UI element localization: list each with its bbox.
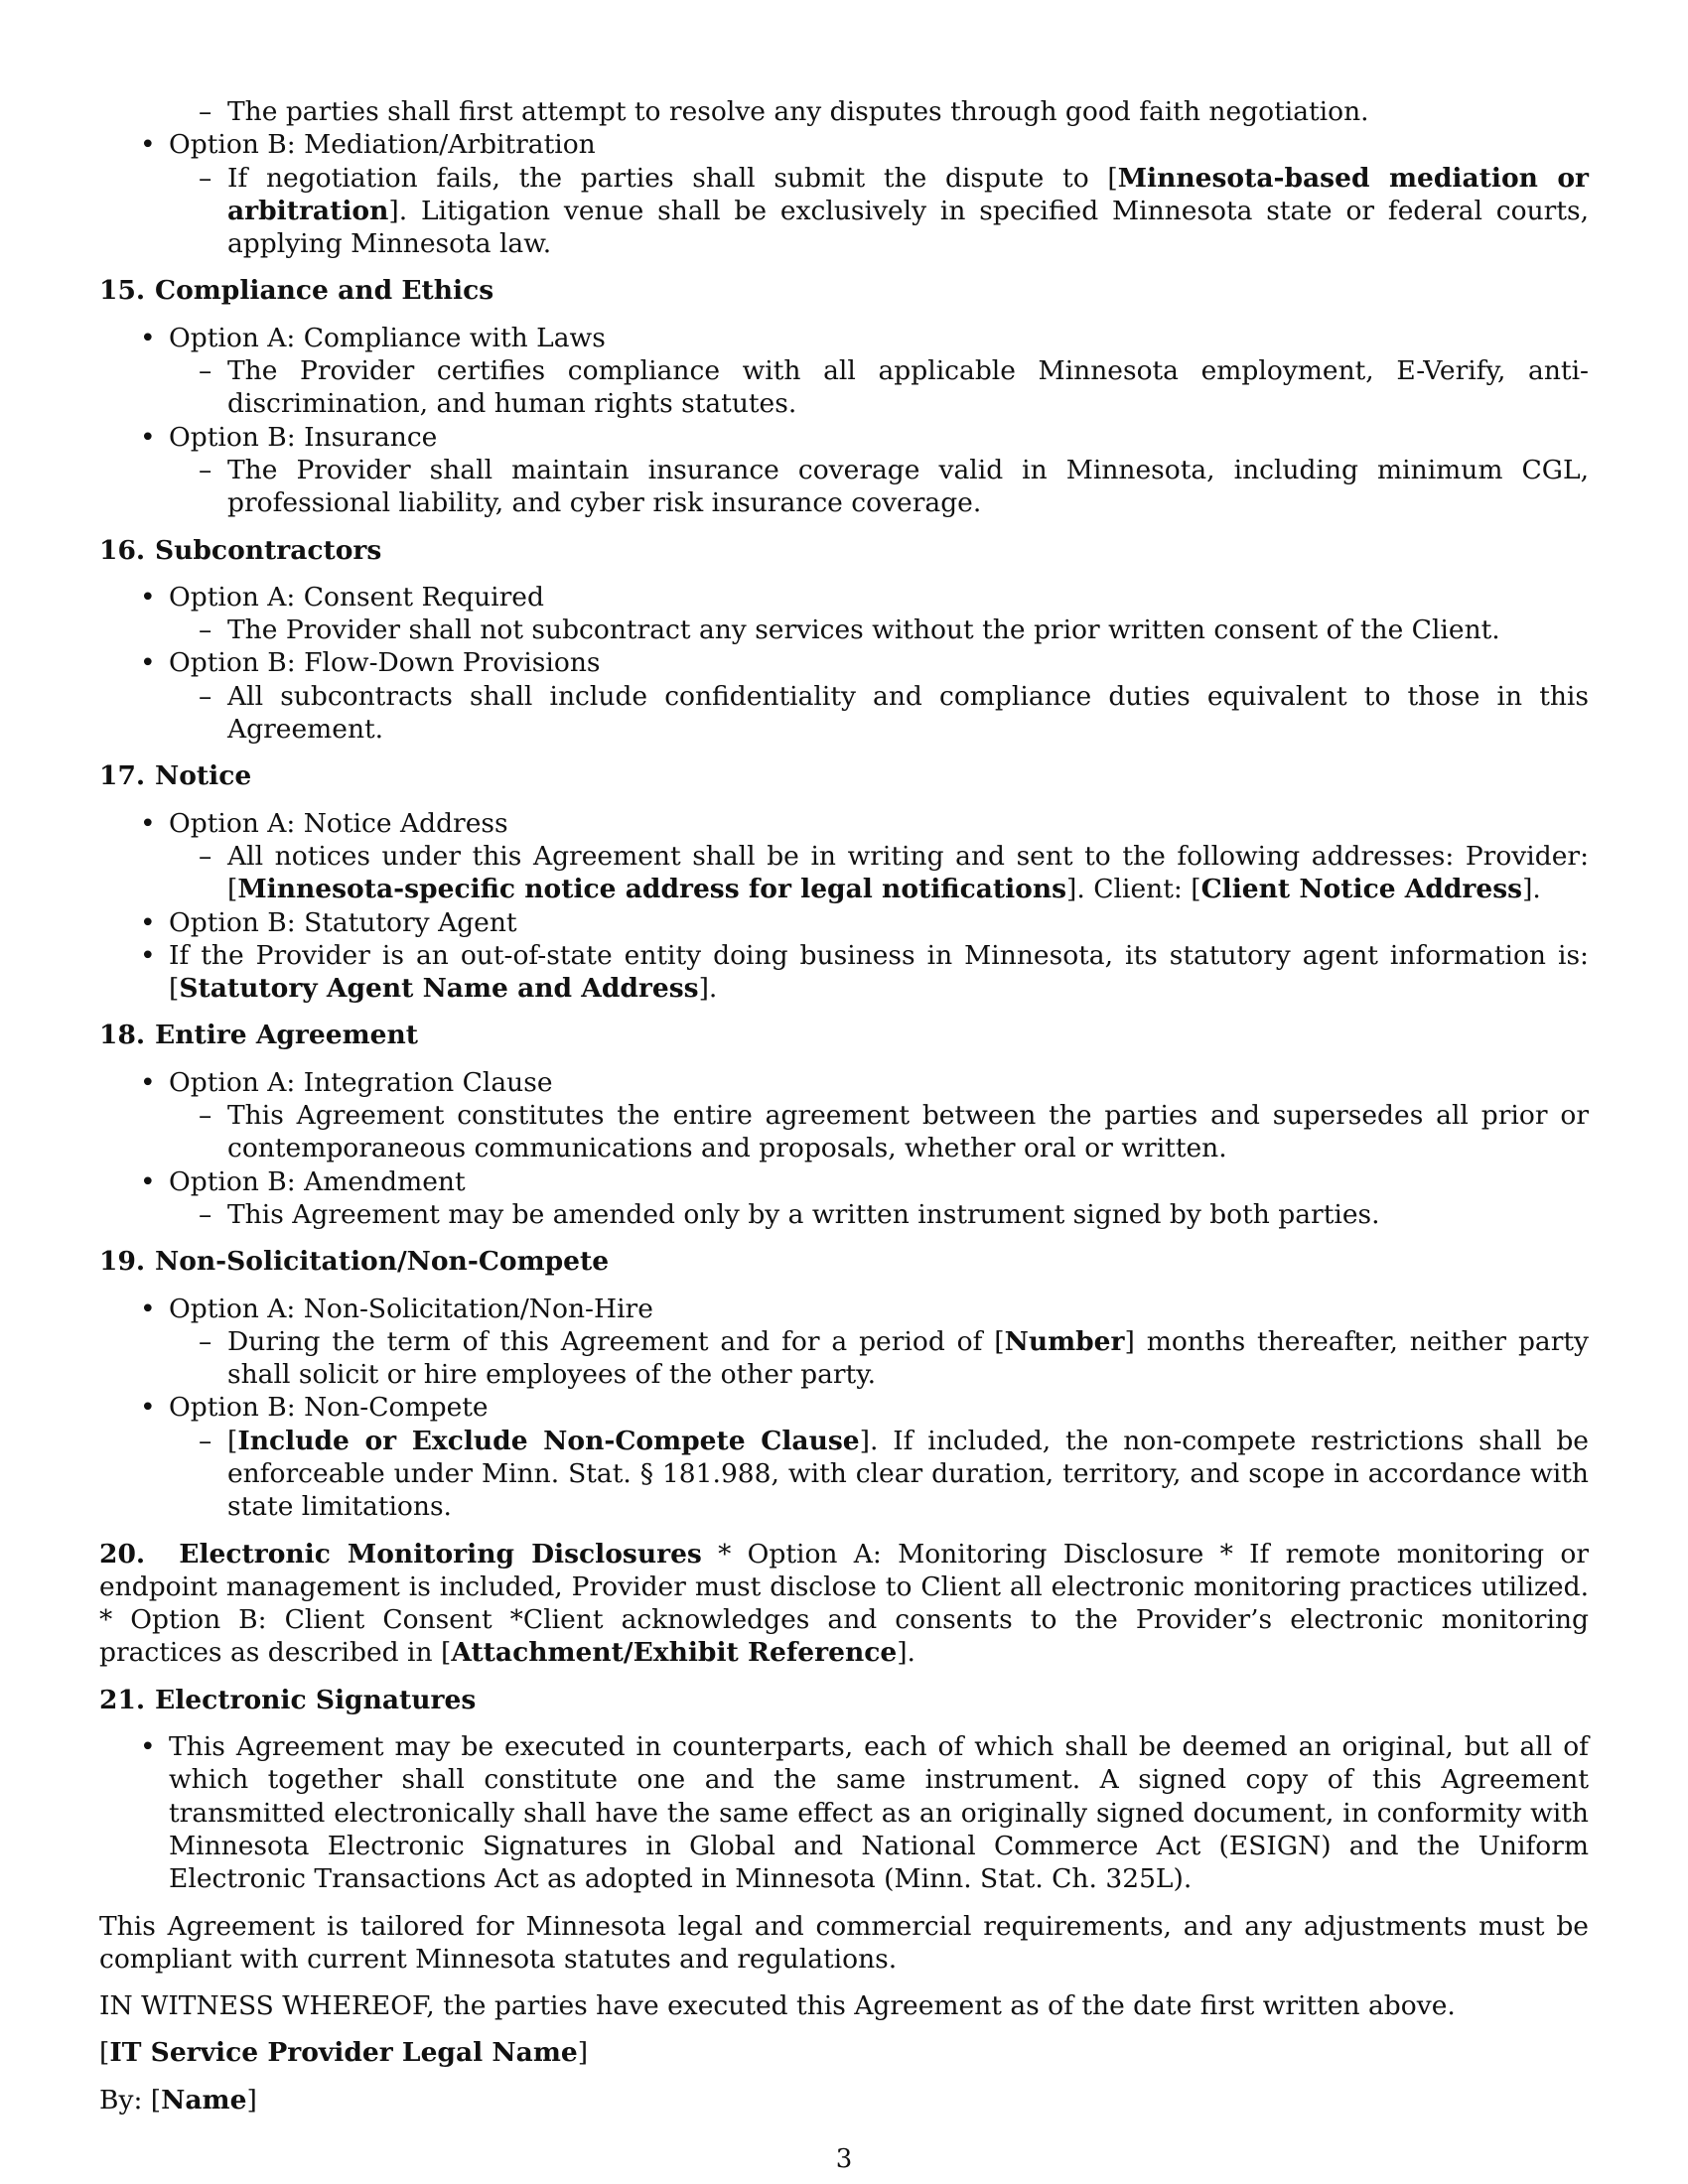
section-heading-17: 17. Notice: [99, 760, 252, 792]
s15-option-a-text: – The Provider certifies compliance with all applicable Minnesota employment, E-Verify, anti-discrimination, and human rights statutes.: [199, 355, 1589, 420]
s15-option-b-text: – The Provider shall maintain insurance coverage valid in Minnesota, including minimum CGL, professional liability, and cyber risk insurance coverage.: [199, 454, 1589, 519]
section-20-paragraph: 20. Electronic Monitoring Disclosures * Option A: Monitoring Disclosure * If remote monitoring or endpoint management is included, Provider must disclose to Client all electronic monitoring practices utilized. * Option B: Client Consent *Client acknowledges and consents to the Provider’s electronic monitoring practices as described in [Attachment/Exhibit Reference].: [99, 1538, 1589, 1669]
s16-option-a-label: • Option A: Consent Required: [140, 581, 544, 613]
s21-text: • This Agreement may be executed in counterparts, each of which shall be deemed an original, but all of which together shall constitute one and the same instrument. A signed copy of this Agreement transmitted electronically shall have the same effect as an originally signed document, in conformity with Minnesota Electronic Signatures in Global and National Commerce Act (ESIGN) and the Uniform Electronic Transactions Act as adopted in Minnesota (Minn. Stat. Ch. 325L).: [140, 1731, 1589, 1895]
s17-option-a-text: – All notices under this Agreement shall be in writing and sent to the following addresses: Provider: [Minnesota-specific notice address for legal notifications]. Client: [Client Notice Address].: [199, 840, 1589, 905]
s15-option-b-label: • Option B: Insurance: [140, 421, 438, 453]
bullet-marker: •: [140, 581, 156, 613]
bullet-marker: •: [140, 1293, 156, 1324]
s18-option-a-label: • Option A: Integration Clause: [140, 1066, 553, 1098]
s18-option-a-text: – This Agreement constitutes the entire agreement between the parties and supersedes all prior or contemporaneous communications and proposals, whether oral or written.: [199, 1100, 1589, 1164]
bullet-marker: •: [140, 129, 156, 161]
s17-option-a-label: • Option A: Notice Address: [140, 807, 508, 839]
dash-marker: –: [199, 840, 212, 872]
bullet-marker: •: [140, 1066, 156, 1098]
s17-option-b-label: • Option B: Statutory Agent: [140, 906, 517, 938]
bullet-marker: •: [140, 647, 156, 679]
bullet-marker: •: [140, 939, 156, 971]
s14-option-a-text: – The parties shall first attempt to resolve any disputes through good faith negotiation.: [199, 96, 1369, 127]
document-page: [99, 95, 1589, 2116]
bullet-marker: •: [140, 1731, 156, 1763]
s19-option-b-label: • Option B: Non-Compete: [140, 1392, 489, 1424]
dash-marker: –: [199, 355, 212, 387]
section-heading-20: 20. Electronic Monitoring Disclosures: [99, 1538, 702, 1570]
dash-marker: –: [199, 680, 212, 712]
witness-paragraph: IN WITNESS WHEREOF, the parties have executed this Agreement as of the date first written above.: [99, 1990, 1456, 2022]
dash-marker: –: [199, 614, 212, 646]
section-heading-19: 19. Non-Solicitation/Non-Compete: [99, 1246, 610, 1278]
section-heading-15: 15. Compliance and Ethics: [99, 275, 494, 307]
s19-option-a-text: – During the term of this Agreement and for a period of [Number] months thereafter, neither party shall solicit or hire employees of the other party.: [199, 1325, 1589, 1391]
bullet-marker: •: [140, 421, 156, 453]
section-heading-16: 16. Subcontractors: [99, 534, 382, 566]
s15-option-a-label: • Option A: Compliance with Laws: [140, 322, 606, 353]
s17-statutory-agent-text: • If the Provider is an out-of-state entity doing business in Minnesota, its statutory agent information is: [Statutory Agent Name and Address].: [140, 939, 1589, 1005]
s14-option-b-label: • Option B: Mediation/Arbitration: [140, 129, 596, 161]
bullet-marker: •: [140, 1392, 156, 1424]
s18-option-b-label: • Option B: Amendment: [140, 1165, 466, 1197]
section-heading-21: 21. Electronic Signatures: [99, 1684, 477, 1715]
by-name-line: By: [Name]: [99, 2084, 257, 2116]
bullet-marker: •: [140, 1165, 156, 1197]
s18-option-b-text: – This Agreement may be amended only by a written instrument signed by both parties.: [199, 1198, 1380, 1230]
s16-option-b-label: • Option B: Flow-Down Provisions: [140, 647, 601, 679]
tailored-paragraph: This Agreement is tailored for Minnesota legal and commercial requirements, and any adjustments must be compliant with current Minnesota statutes and regulations.: [99, 1910, 1589, 1975]
section-heading-18: 18. Entire Agreement: [99, 1020, 418, 1051]
bullet-marker: •: [140, 807, 156, 839]
page-number: 3: [835, 2144, 853, 2174]
s16-option-b-text: – All subcontracts shall include confidentiality and compliance duties equivalent to those in this Agreement.: [199, 680, 1589, 746]
dash-marker: –: [199, 1100, 212, 1132]
dash-marker: –: [199, 1198, 212, 1230]
s14-option-b-text: – If negotiation fails, the parties shall submit the dispute to [Minnesota-based mediation or arbitration]. Litigation venue shall be exclusively in specified Minnesota state or federal courts, applying Minnesota law.: [199, 162, 1590, 260]
dash-marker: –: [199, 96, 212, 127]
dash-marker: –: [199, 162, 212, 194]
s16-option-a-text: – The Provider shall not subcontract any services without the prior written consent of the Client.: [199, 614, 1500, 646]
dash-marker: –: [199, 454, 212, 485]
s19-option-a-label: • Option A: Non-Solicitation/Non-Hire: [140, 1293, 653, 1324]
provider-name-line: [IT Service Provider Legal Name]: [99, 2037, 589, 2069]
s19-option-b-text: – [Include or Exclude Non-Compete Clause]. If included, the non-compete restrictions shall be enforceable under Minn. Stat. § 181.988, with clear duration, territory, and scope in accordance with state limitations.: [199, 1425, 1589, 1523]
bullet-marker: •: [140, 906, 156, 938]
bullet-marker: •: [140, 322, 156, 353]
dash-marker: –: [199, 1325, 212, 1357]
dash-marker: –: [199, 1425, 212, 1456]
